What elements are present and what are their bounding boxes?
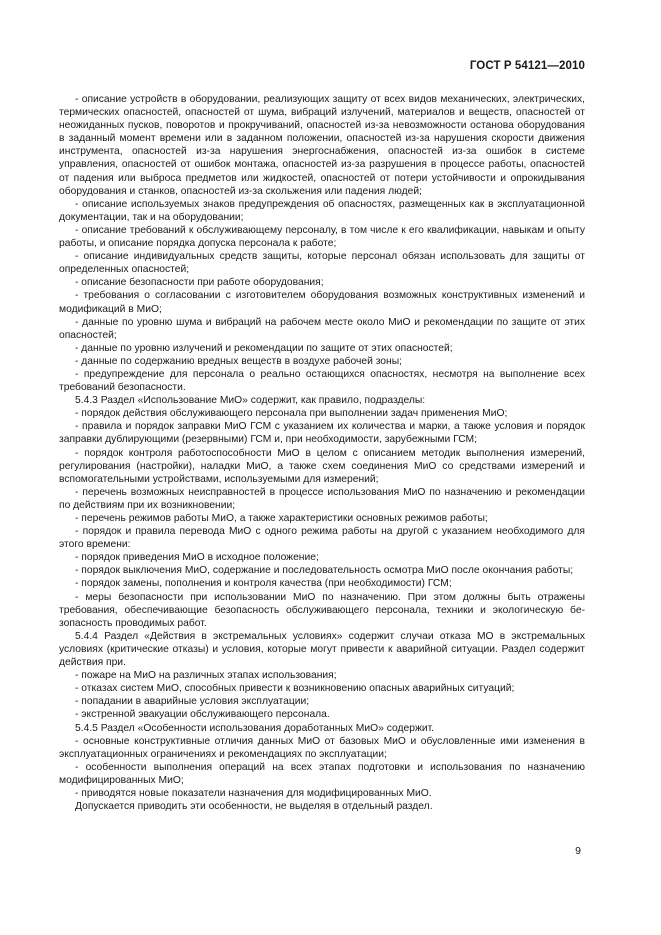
paragraph-item: - описание используемых знаков предупреждения об опасностях, размещенных как в эксплуатационной документации, так и на оборудовании; [59,198,585,223]
paragraph-item: - описание требований к обслуживающему персоналу, в том числе к его квалификации, навыкам и опыту работы, и описание порядка допуска персонала к работе; [59,224,585,250]
page-number: 9 [575,845,581,857]
paragraph-item: - отказах систем МиО, способных привести к возникновению опасных аварийных ситуаций; [75,683,515,695]
paragraph-item: - попадании в аварийные условия эксплуатации; [75,696,310,708]
paragraph-item: - особенности выполнения операций на всех этапах подготовки и использования по назначению модифицированных МиО; [59,761,585,786]
paragraph-item: - основные конструктивные отличия данных МиО от базовых МиО и обусловленные ими изменения в эксплуатационных ограничениях и рекомендациях по эксплуатации; [59,735,585,760]
paragraph-item: - пожаре на МиО на различных этапах использования; [75,670,337,682]
paragraph-item: - требования о согласовании с изготовителем оборудования возможных конструктивных изменений и модификаций в МиО; [59,290,585,315]
paragraph-item: - перечень режимов работы МиО, а также характеристики основных режимов работы; [75,513,488,524]
paragraph-item: Допускается приводить эти особенности, не выделяя в отдельный раздел. [75,801,433,813]
section-5-4-5-heading: 5.4.5 Раздел «Особенности использования доработанных МиО» содержит. [75,722,435,734]
paragraph-item: - предупреждение для персонала о реально остающихся опасностях, несмотря на выполнение всех требований безопасности. [59,368,585,394]
paragraph-item: - порядок действия обслуживающего персонала при выполнении задач применения МиО; [75,408,508,420]
document-id: ГОСТ Р 54121—2010 [469,60,585,72]
section-5-4-3-heading: 5.4.3 Раздел «Использование МиО» содержит, как правило, подразделы: [75,395,426,407]
paragraph-item: - порядок контроля работоспособности МиО в целом с описанием методик выполнения измерений, регулирования (настройки), наладки МиО, а также схем соединения МиО со средствами измерений и вспомогательными устройствами, используемыми для измерений; [59,447,585,485]
paragraph-item: - порядок замены, пополнения и контроля качества (при необходимости) ГСМ; [75,578,452,590]
paragraph-item: - данные по уровню шума и вибраций на рабочем месте около МиО и рекомендации по защите от этих опасностей; [59,316,585,341]
paragraph-item: - описание индивидуальных средств защиты, которые персонал обязан использовать для защиты от определенных опасностей; [59,251,585,276]
paragraph-item: - описание безопасности при работе оборудования; [75,277,324,289]
paragraph-item: - перечень возможных неисправностей в процессе использования МиО по назначению и рекомендации по действиям при их возникновении; [59,486,585,511]
body-text [59,93,585,813]
paragraph-item: - правила и порядок заправки МиО ГСМ с указанием их количества и марки, а также условия и порядок заправки дублирующими (резервными) ГСМ и, при необходимости, зарубежными ГСМ; [59,421,585,446]
paragraph-item: - данные по содержанию вредных веществ в воздухе рабочей зоны; [75,355,402,367]
paragraph-item: - порядок приведения МиО в исходное положение; [75,552,319,564]
paragraph-item: - экстренной эвакуации обслуживающего персонала. [75,709,330,721]
paragraph-item: - меры безопасности при использовании МиО по назначению. При этом должны быть отражены требования, обеспечивающие безопасность обслуживающего персонала, техники и экологическую безопасность проводимых работ. [59,591,585,629]
section-5-4-4-heading: 5.4.4 Раздел «Действия в экстремальных условиях» содержит случаи отказа МО в экстремальных условиях (критические отказы) и условия, которые могут привести к аварийной ситуации. Раздел содержит действия при. [59,630,585,669]
paragraph-item: - описание устройств в оборудовании, реализующих защиту от всех видов механических, электрических, термических опасностей, опасностей от шума, вибраций излучений, материалов и веществ, опасностей от неожиданных пусков, поворотов и прокручиваний, опасностей из-за невозможности останова оборудования в заданный момент времени или в заданном положении, опасностей из-за нарушения скорости движения инструмента, опасностей из-за нарушения энергоснабжения, опасностей из-за ошибок в системе управления, опасностей от ошибок монтажа, опасностей из-за разрушения в процессе работы, опасностей от падения или выброса предметов или жидкостей, опасностей от потери устойчивости и опрокидывания оборудования и станков, опасностей из-за скольжения или падения людей; [59,94,585,197]
paragraph-item: - порядок выключения МиО, содержание и последовательность осмотра МиО после окончания работы; [75,565,574,577]
paragraph-item: - порядок и правила перевода МиО с одного режима работы на другой с указанием необходимого для этого времени: [59,526,585,551]
paragraph-item: - данные по уровню излучений и рекомендации по защите от этих опасностей; [75,342,453,354]
paragraph-item: - приводятся новые показатели назначения для модифицированных МиО. [75,787,432,799]
